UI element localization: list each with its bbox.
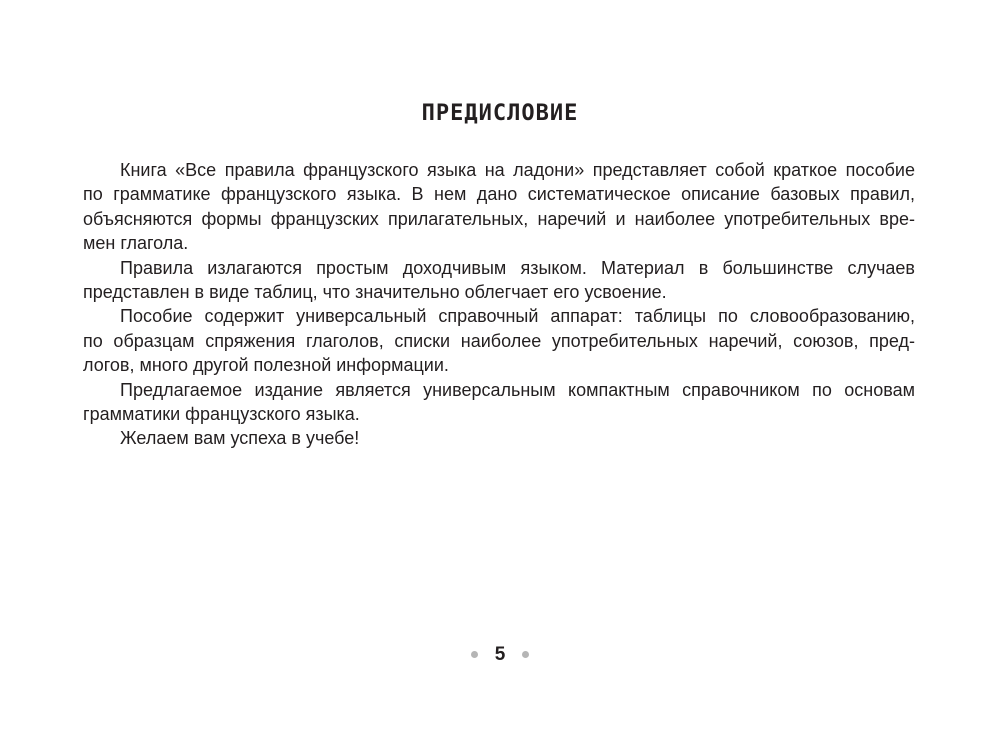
- text-line: мен глагола.: [83, 233, 189, 254]
- text-line: логов, много другой полезной информации.: [83, 355, 449, 376]
- dot-icon: [522, 651, 529, 658]
- dot-icon: [471, 651, 478, 658]
- paragraph: [83, 304, 915, 377]
- paragraph: [83, 426, 915, 450]
- paragraph: [83, 256, 915, 305]
- text-line: Правила излагаются простым доходчивым языком. Материал в большинстве случаев: [120, 257, 915, 278]
- text-line: Предлагаемое издание является универсальным компактным справочником по основам: [120, 379, 915, 400]
- page-title: ПРЕДИСЛОВИЕ: [421, 101, 579, 126]
- text-line: по образцам спряжения глаголов, списки наиболее употребительных наречий, союзов, пред-: [83, 330, 915, 351]
- text-line: Книга «Все правила французского языка на ладони» представляет собой краткое пособие: [120, 160, 915, 180]
- paragraph: [83, 378, 915, 427]
- text-line: представлен в виде таблиц, что значительно облегчает его усвоение.: [83, 281, 667, 302]
- text-line: по грамматике французского языка. В нем дано систематическое описание базовых правил,: [83, 184, 915, 205]
- text-line: Пособие содержит универсальный справочный аппарат: таблицы по словообразованию,: [120, 306, 915, 327]
- page-footer: [0, 644, 1000, 666]
- text-line: объясняются формы французских прилагательных, наречий и наиболее употребительных вре-: [83, 208, 915, 229]
- page-number: 5: [494, 644, 506, 665]
- text-line: Желаем вам успеха в учебе!: [120, 428, 360, 449]
- paragraph: [83, 158, 915, 256]
- preface-body: [83, 158, 915, 451]
- text-line: грамматики французского языка.: [83, 403, 360, 424]
